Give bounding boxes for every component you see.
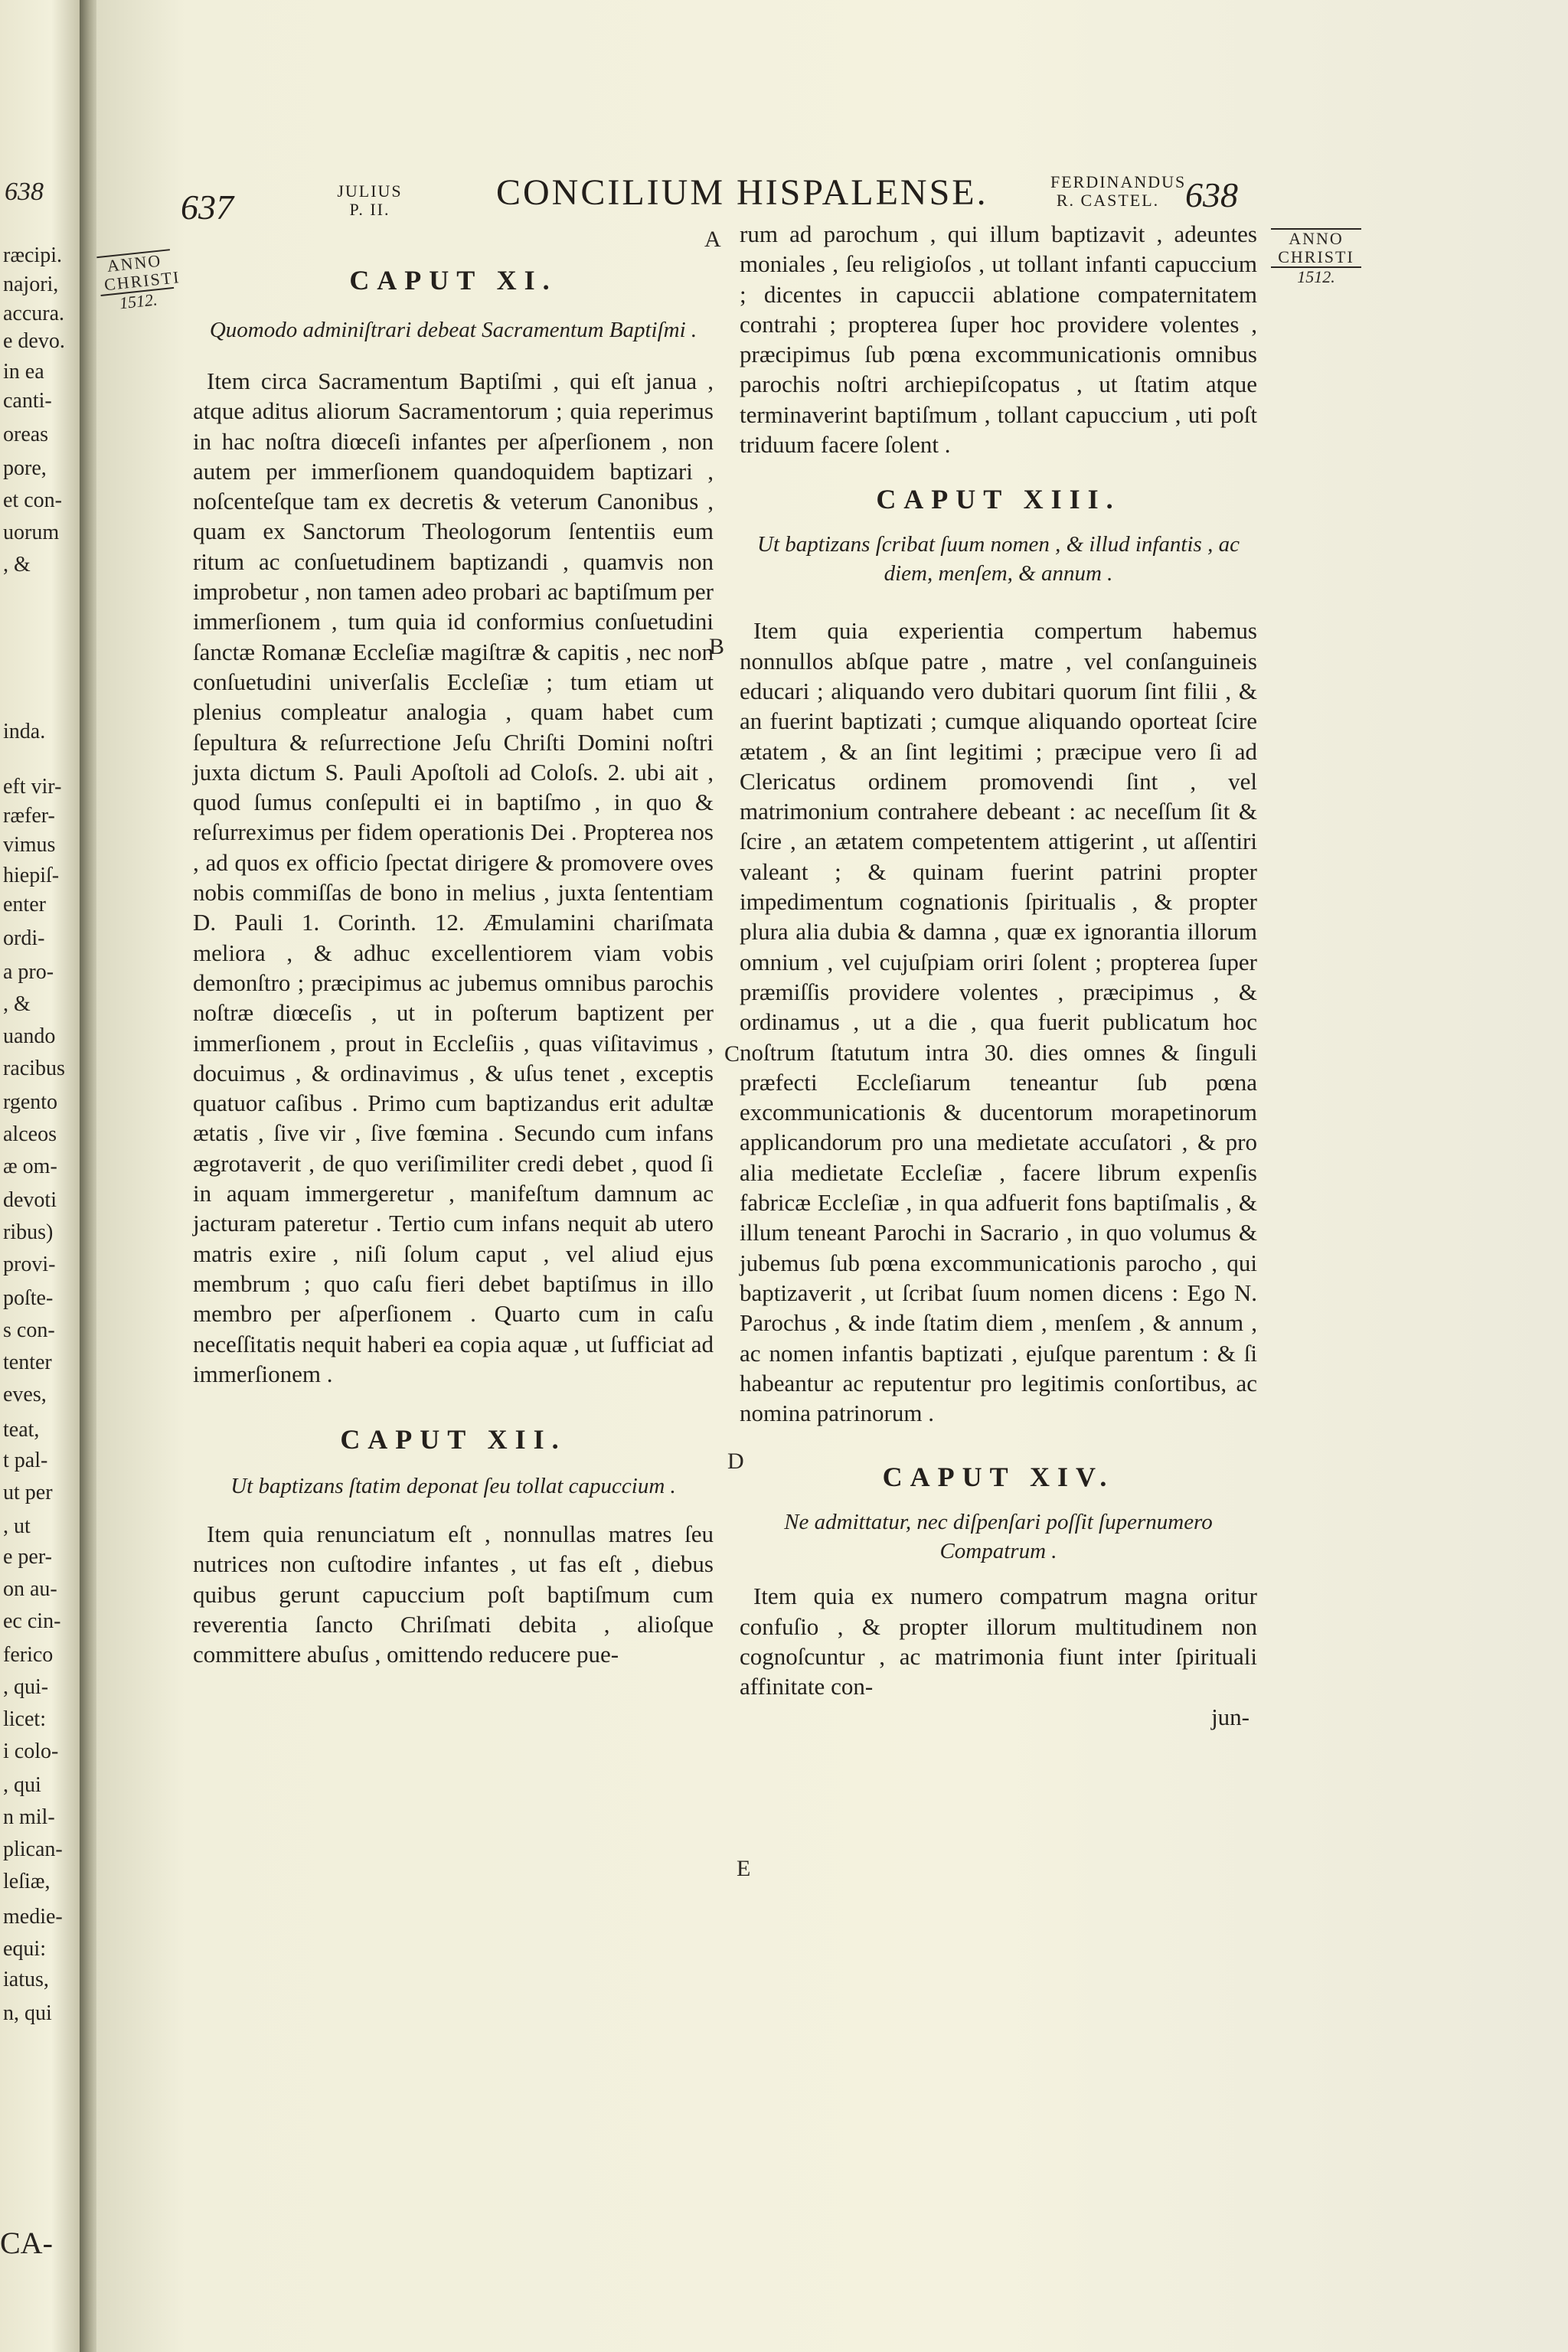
- prev-page-fragment: plican-: [3, 1838, 63, 1861]
- prev-page-fragment: , &: [3, 553, 31, 577]
- prev-page-fragment: iatus,: [3, 1968, 49, 1991]
- catchword: jun-: [1211, 1703, 1250, 1730]
- page-title: CONCILIUM HISPALENSE.: [496, 172, 988, 213]
- prev-page-fragment: vimus: [3, 833, 56, 857]
- caput-12-text: Item quia renunciatum eſt , nonnullas matres ſeu nutrices non cuſtodire infantes , ut fas eſt , diebus quibus gerunt capuccium poſt baptiſmum cum reverentia ſancto Chriſmati debita , alioſque committere abuſus , omittendo reducere pue-: [193, 1521, 714, 1668]
- running-head-right-line1: FERDINANDUS: [1050, 172, 1187, 191]
- caput-13-text: Item quia experientia compertum habemus nonnullos abſque patre , matre , vel conſanguineis educari ; aliquando vero dubitari quorum ſint filii , & an fuerint baptizati ; cumque aliquando oporteat ſcire ætatem , & an ſint legitimi ; præcipue vero ſi ad Clericatus ordinem promovendi ſint , vel matrimonium contrahere debeant : ac neceſſum ſit & ſcire , an ætatem competentem attigerint , ut aſſentiri valeant ; & quinam fuerint patrini propter impedimentum cognationis ſpiritualis , & propter plura alia dubia & damna , quæ ex ignorantia illorum omnium , vel cujuſpiam oriri ſolent ; propterea ſuper præmiſſis providere volentes , præcipimus , & ordinamus , ut a die , qua fuerit publicatum hoc noſtrum ſtatutum intra 30. dies omnes & ſinguli præfecti Eccleſiarum teneantur ſub pœna excommunicationis & ducentorum morapetinorum applicandorum pro una medietate accuſatori , & pro alia medietate Eccleſiæ , facere librum expenſis fabricæ Eccleſiæ , in qua adfuerit fons baptiſmalis , & illum teneant Parochi in Sacrario , in quo volumus & jubemus ſub pœna excommunicationis parocho , qui baptizaverit , ut ſcribat ſuum nomen dicens : Ego N. Parochus , & inde ſtatim diem , menſem , & annum , ac nomen infantis baptizati , ejuſque parentum : & ſi habeantur ac reputentur pro legitimis conſortibus, ac nomina patrinorum .: [740, 617, 1257, 1427]
- running-head-left-line2: P. II.: [349, 200, 390, 219]
- prev-page-fragment: e devo.: [3, 329, 65, 353]
- section-marker-e: E: [737, 1856, 751, 1881]
- previous-page-edge: [0, 0, 86, 2352]
- prev-page-fragment: devoti: [3, 1188, 57, 1212]
- caput-13-heading: CAPUT XIII.: [876, 484, 1121, 515]
- prev-page-fragment: canti-: [3, 389, 52, 413]
- caput-14-subtitle: Ne admittatur, nec diſpenſari poſſit ſupernumero Compatrum .: [784, 1510, 1213, 1564]
- section-marker-a: A: [704, 227, 721, 252]
- prev-page-fragment: rgento: [3, 1090, 58, 1114]
- prev-page-fragment: t pal-: [3, 1449, 48, 1472]
- right-page-number: 638: [1185, 175, 1238, 214]
- left-column: [193, 257, 714, 1670]
- right-margin-note: [1271, 228, 1361, 286]
- caput-14-heading: CAPUT XIV.: [882, 1462, 1115, 1493]
- running-head-left-line1: JULIUS: [337, 181, 403, 201]
- caput-11-heading: CAPUT XI.: [349, 265, 557, 296]
- prev-page-fragment: n, qui: [3, 2001, 52, 2025]
- caput-11-text: Item circa Sacramentum Baptiſmi , qui eſt janua , atque aditus aliorum Sacramentorum ; quia reperimus in hac noſtra diœceſi infantes per aſperſionem , non autem per immerſionem quandoquidem baptizari , noſcenteſque tam ex decretis & veterum Canonibus , quam ex Sanctorum Theologorum ſententiis eum ritum ac conſuetudinem baptizandi , quamvis non improbetur , non tamen adeo probari ac baptiſmum per immerſionem , tum quia id conformius conſuetudini ſanctæ Romanæ Eccleſiæ magiſtræ & capitis , nec non conſuetudini univerſalis Eccleſiæ ; tum etiam ut plenius compleatur analogia , quam habet cum ſepultura & reſurrectione Jeſu Chriſti Domini noſtri juxta dictum S. Pauli Apoſtoli ad Coloſs. 2. ubi ait , quod ſumus conſepulti ei in baptiſmo , in quo & reſurreximus per fidem operationis Dei . Propterea nos , ad quos ex officio ſpectat dirigere & promovere oves nobis commiſſas de bono in melius , juxta ſententiam D. Pauli 1. Corinth. 12. Æmulamini chariſmata meliora , & adhuc excellentiorem viam vobis demonſtro ; præcipimus ac jubemus omnibus parochis noſtræ diœceſis , ut in poſterum baptizent per immerſionem , prout in Eccleſiis , quas viſitavimus , docuimus , & ordinavimus , & uſus tenet , exceptis quatuor caſibus . Primo cum baptizandus erit adultæ ætatis , ſive vir , ſive fœmina . Secundo cum infans ægrotaverit , de quo veriſimiliter credi debet , quod ſi in aquam immergeretur , manifeſtum damnum ac jacturam pateretur . Tertio cum infans nequit ab utero matris exire , niſi ſolum caput , vel aliud ejus membrum ; quo caſu fieri debet baptiſmus in illo membro per aſperſionem . Quarto cum in caſu neceſſitatis nequit haberi ea copia aquæ , ut ſufficiat ad immerſionem .: [193, 368, 714, 1387]
- prev-page-fragment: racibus: [3, 1057, 65, 1080]
- prev-page-fragment: CA-: [0, 2226, 53, 2260]
- right-column: [740, 219, 1257, 1732]
- prev-page-fragment: uorum: [3, 521, 60, 544]
- prev-page-fragment: hiepiſ-: [3, 864, 60, 887]
- caput-12-continuation: rum ad parochum , qui illum baptizavit , adeuntes moniales , ſeu religioſos , ut tollant infanti capuccium ; dicentes in capuccii ablatione compaternitatem contrahi ; propterea ſuper hoc providere volentes , præcipimus ſub pœna excommunicationis omnibus parochis noſtri archiepiſcopatus , ut ſtatim atque terminaverint baptiſmum , tollant capuccium , uti poſt triduum facere ſolent .: [740, 220, 1257, 459]
- prev-page-fragment: on au-: [3, 1577, 57, 1601]
- prev-page-fragment: eves,: [3, 1383, 47, 1406]
- prev-page-fragment: ferico: [3, 1643, 54, 1667]
- prev-page-fragment: medie-: [3, 1905, 63, 1929]
- running-head-left: [328, 182, 412, 219]
- prev-page-fragment: eft vir-: [3, 775, 62, 799]
- prev-page-fragment: e per-: [3, 1545, 52, 1569]
- caput-14-text: Item quia ex numero compatrum magna oritur confuſio , & propter illorum multitudinem non cognoſcuntur , ac matrimonia fiunt inter ſpirituali affinitate con-: [740, 1583, 1257, 1700]
- prev-page-fragment: pore,: [3, 456, 47, 480]
- caput-12-heading: CAPUT XII.: [340, 1424, 567, 1455]
- caput-13-subtitle: Ut baptizans ſcribat ſuum nomen , & illud infantis , ac diem, menſem, & annum .: [757, 532, 1240, 586]
- prev-page-fragment: oreas: [3, 423, 49, 446]
- prev-page-fragment: , ut: [3, 1514, 31, 1538]
- caput-11-subtitle: Quomodo adminiſtrari debeat Sacramentum Baptiſmi .: [209, 318, 697, 342]
- section-marker-d: D: [727, 1449, 744, 1474]
- running-head-right-line2: R. CASTEL.: [1056, 191, 1160, 210]
- prev-page-fragment: licet:: [3, 1707, 46, 1731]
- prev-page-fragment: enter: [3, 893, 46, 916]
- section-marker-c: C: [724, 1041, 740, 1067]
- left-margin-note: [96, 249, 181, 315]
- prev-page-fragment: najori,: [3, 273, 59, 296]
- prev-page-fragment: inda.: [3, 720, 46, 743]
- prev-page-fragment: teat,: [3, 1418, 40, 1442]
- prev-page-fragment: alceos: [3, 1122, 57, 1146]
- prev-page-fragment: n mil-: [3, 1805, 55, 1829]
- prev-page-fragment: , &: [3, 992, 31, 1016]
- prev-page-fragment: s con-: [3, 1318, 55, 1342]
- prev-page-fragment: ec cin-: [3, 1609, 61, 1633]
- prev-page-fragment: provi-: [3, 1253, 56, 1276]
- prev-page-fragment: ribus): [3, 1220, 54, 1244]
- prev-page-fragment: tenter: [3, 1351, 52, 1374]
- right-margin-note-label: ANNO CHRISTI: [1271, 228, 1361, 268]
- running-head-right: [1050, 172, 1187, 210]
- section-marker-b: B: [709, 634, 725, 659]
- prev-page-fragment: i colo-: [3, 1740, 59, 1763]
- caput-12-subtitle: Ut baptizans ſtatim deponat ſeu tollat capuccium .: [230, 1474, 676, 1499]
- prev-page-fragment: et con-: [3, 488, 62, 512]
- prev-page-fragment: equi:: [3, 1937, 46, 1961]
- prev-page-fragment: , qui-: [3, 1675, 49, 1699]
- prev-page-fragment: , qui: [3, 1773, 41, 1797]
- prev-page-fragment: a pro-: [3, 960, 54, 984]
- prev-page-number: 638: [5, 178, 44, 206]
- prev-page-fragment: in ea: [3, 360, 44, 384]
- prev-page-fragment: ordi-: [3, 926, 45, 950]
- prev-page-fragment: poſte-: [3, 1286, 54, 1310]
- prev-page-fragment: ut per: [3, 1481, 53, 1504]
- left-margin-note-label: ANNO CHRISTI: [96, 249, 174, 296]
- prev-page-fragment: ræcipi.: [3, 243, 62, 267]
- left-margin-note-year: 1512.: [118, 289, 158, 313]
- prev-page-fragment: uando: [3, 1024, 56, 1048]
- left-page-number: 637: [181, 188, 234, 227]
- prev-page-fragment: æ om-: [3, 1155, 57, 1178]
- prev-page-fragment: leſiæ,: [3, 1870, 51, 1893]
- prev-page-fragment: accura.: [3, 302, 65, 325]
- prev-page-fragment: ræfer-: [3, 804, 55, 828]
- right-margin-note-year: 1512.: [1297, 267, 1335, 286]
